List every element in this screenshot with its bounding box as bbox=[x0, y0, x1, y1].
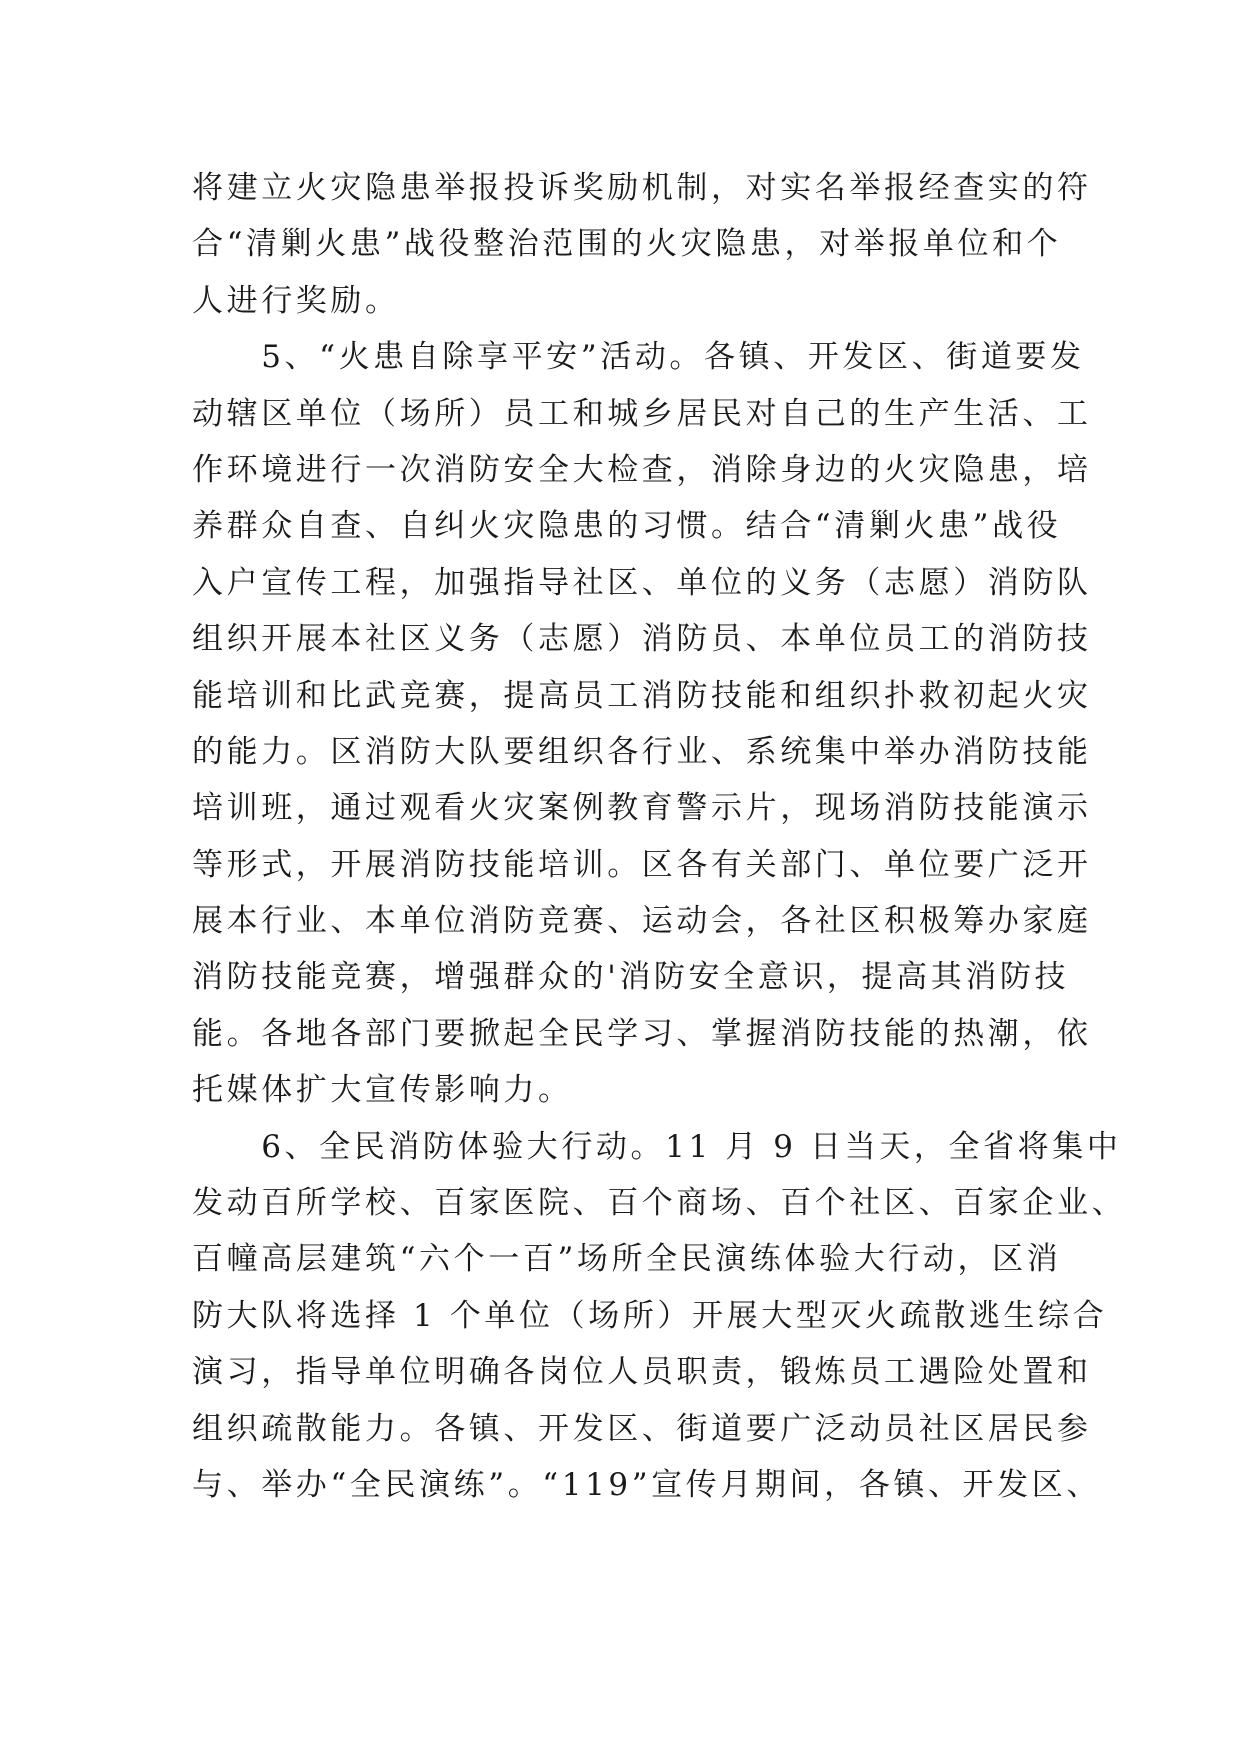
text-line: 消防技能竞赛，增强群众的'消防安全意识，提高其消防技 bbox=[192, 959, 1070, 996]
text-line: 合“清剿火患”战役整治范围的火灾隐患，对举报单位和个 bbox=[192, 226, 1062, 263]
text-line: 展本行业、本单位消防竞赛、运动会，各社区积极筹办家庭 bbox=[192, 903, 1092, 940]
text-line: 等形式，开展消防技能培训。区各有关部门、单位要广泛开 bbox=[192, 846, 1092, 883]
text-line: 入户宣传工程，加强指导社区、单位的义务（志愿）消防队 bbox=[192, 564, 1092, 601]
text-line: 能培训和比武竞赛，提高员工消防技能和组织扑救初起火灾 bbox=[192, 677, 1092, 714]
text-line: 组织疏散能力。各镇、开发区、街道要广泛动员社区居民参 bbox=[192, 1410, 1092, 1447]
text-line: 人进行奖励。 bbox=[192, 282, 400, 319]
text-line: 的能力。区消防大队要组织各行业、系统集中举办消防技能 bbox=[192, 733, 1092, 770]
text-line: 5、“火患自除享平安”活动。各镇、开发区、街道要发 bbox=[192, 339, 1085, 376]
text-line: 6、全民消防体验大行动。11 月 9 日当天，全省将集中 bbox=[192, 1128, 1122, 1165]
text-line: 托媒体扩大宣传影响力。 bbox=[192, 1072, 573, 1109]
text-line: 演习，指导单位明确各岗位人员职责，锻炼员工遇险处置和 bbox=[192, 1354, 1092, 1391]
text-line: 作环境进行一次消防安全大检查，消除身边的火灾隐患，培 bbox=[192, 451, 1092, 488]
text-line: 发动百所学校、百家医院、百个商场、百个社区、百家企业、 bbox=[192, 1185, 1127, 1222]
text-line: 将建立火灾隐患举报投诉奖励机制，对实名举报经查实的符 bbox=[192, 170, 1092, 206]
text-line: 养群众自查、自纠火灾隐患的习惯。结合“清剿火患”战役 bbox=[192, 508, 1062, 545]
text-line: 动辖区单位（场所）员工和城乡居民对自己的生产生活、工 bbox=[192, 395, 1092, 432]
text-line: 与、举办“全民演练”。“119”宣传月期间，各镇、开发区、 bbox=[192, 1466, 1101, 1503]
text-line: 培训班，通过观看火灾案例教育警示片，现场消防技能演示 bbox=[192, 790, 1092, 827]
text-line: 组织开展本社区义务（志愿）消防员、本单位员工的消防技 bbox=[192, 621, 1092, 658]
body-text bbox=[192, 160, 1127, 1513]
text-line: 能。各地各部门要掀起全民学习、掌握消防技能的热潮，依 bbox=[192, 1015, 1092, 1052]
text-line: 防大队将选择 1 个单位（场所）开展大型灭火疏散逃生综合 bbox=[192, 1297, 1108, 1334]
text-line: 百幢高层建筑“六个一百”场所全民演练体验大行动，区消 bbox=[192, 1241, 1062, 1278]
